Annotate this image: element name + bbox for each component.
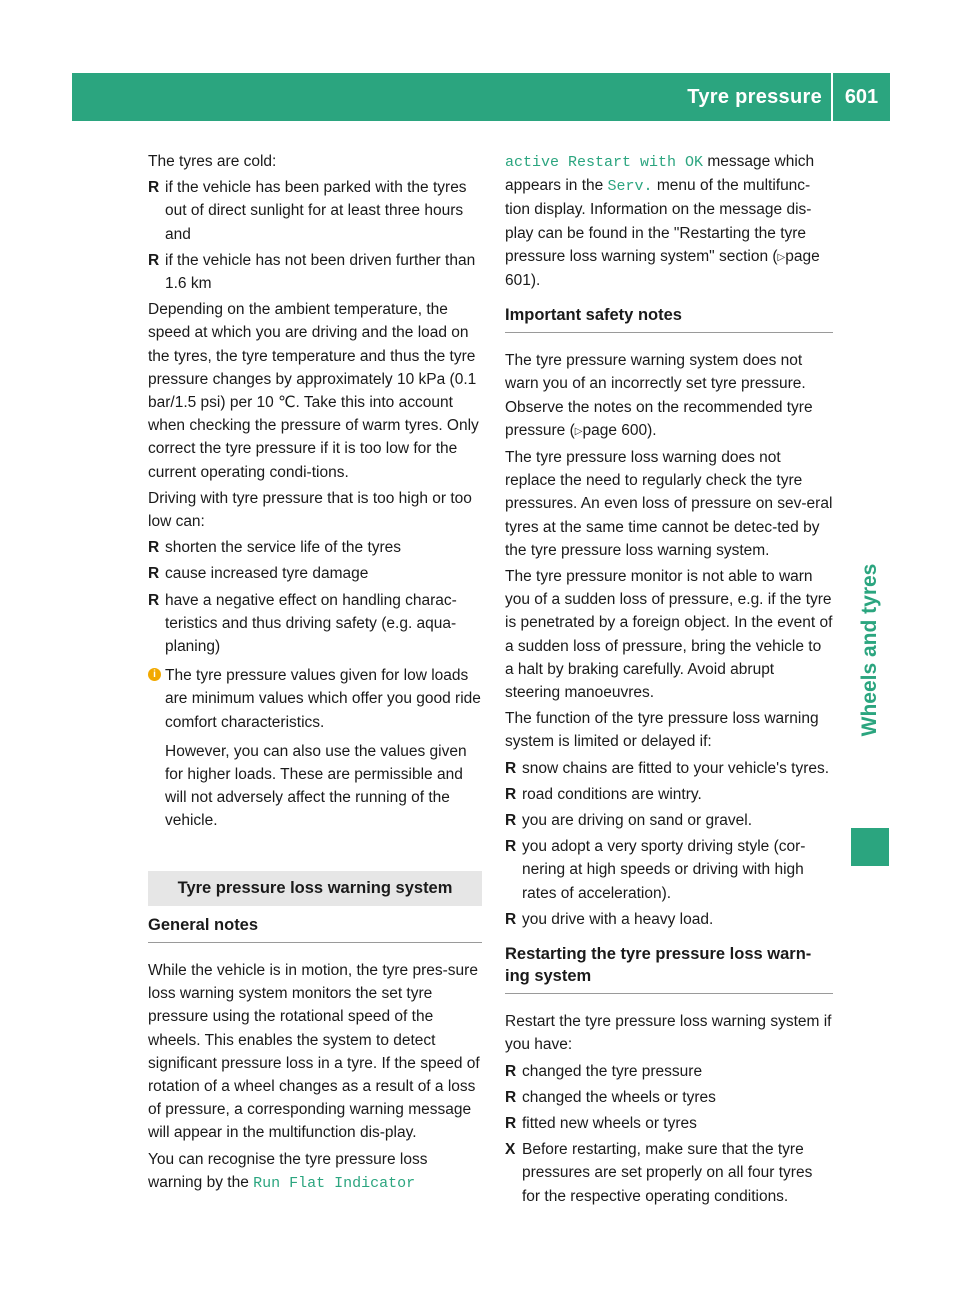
- list-item-text: road conditions are wintry.: [522, 785, 702, 803]
- paragraph: The tyre pressure monitor is not able to warn you of a sudden loss of pressure, e.g. if the tyre is penetrated by a foreign object. In the event of a sudden loss of pressure, bring the vehicle to a halt by braking carefully. Avoid abrupt steering manoeuvres.: [505, 568, 833, 702]
- bullet-icon: R: [505, 1062, 517, 1080]
- page-reference-arrow-icon: ▷: [777, 251, 786, 263]
- info-note: [148, 664, 482, 832]
- list-item: [148, 589, 482, 659]
- bullet-icon: R: [505, 759, 517, 777]
- step-text: Before restarting, make sure that the tyre pressures are set properly on all four tyres for the respective operating conditions.: [522, 1141, 813, 1205]
- chapter-tab-label: Wheels and tyres: [858, 563, 881, 737]
- paragraph: Driving with tyre pressure that is too high or too low can:: [148, 489, 472, 531]
- bullet-icon: R: [505, 838, 517, 856]
- list-item: [148, 536, 482, 559]
- list-item-text: you are driving on sand or gravel.: [522, 812, 753, 830]
- bullet-icon: R: [505, 785, 517, 803]
- list-item-text: changed the wheels or tyres: [522, 1088, 716, 1106]
- list-item: [148, 562, 482, 585]
- note-text: The tyre pressure values given for low loads are minimum values which offer you good ride comfort characteristics.: [165, 667, 481, 731]
- subsection-heading: Restarting the tyre pressure loss warn-ing system: [505, 943, 833, 994]
- bullet-icon: R: [148, 591, 160, 609]
- menu-name: Serv.: [607, 178, 653, 196]
- list-item: [505, 783, 833, 806]
- list-item-text: cause increased tyre damage: [165, 565, 369, 583]
- page-title: Tyre pressure: [687, 86, 822, 108]
- note-text: However, you can also use the values given for higher loads. These are permissible and will not adversely affect the running of the vehicle.: [165, 742, 467, 830]
- paragraph: While the vehicle is in motion, the tyre pres-sure loss warning system monitors the set tyre pressure using the rotational speed of the wheels. This enables the system to detect significant pressure loss in a tyre. If the speed of rotation of a wheel changes as a result of a loss of pressure, a corresponding warning message will appear in the multifunction dis-play.: [148, 961, 480, 1142]
- paragraph-text: message which appears in the: [505, 153, 815, 195]
- paragraph-text: The tyre pressure warning system does not warn you of an incorrectly set tyre pressure. Observe the notes on the recommended tyre pressure (: [505, 352, 813, 439]
- list-item-text: if the vehicle has been parked with the tyres out of direct sunlight for at least three hours and: [165, 179, 467, 243]
- list-item-text: shorten the service life of the tyres: [165, 539, 402, 557]
- subsection-heading: General notes: [148, 914, 482, 943]
- section-heading: Tyre pressure loss warning system: [148, 871, 482, 906]
- bullet-icon: R: [505, 910, 517, 928]
- paragraph: [505, 150, 833, 292]
- step-item: [505, 1138, 833, 1208]
- paragraph: [505, 349, 833, 443]
- list-item: [148, 176, 482, 246]
- page-reference[interactable]: page 601).: [505, 247, 820, 290]
- page-number: 601: [844, 86, 879, 108]
- paragraph: Depending on the ambient temperature, the speed at which you are driving and the load on the tyres, the tyre temperature and thus the tyre pressure changes by approximately 10 kPa (0.1 bar/1.5 psi) per 10 ℃. Take this into account when checking the pressure of warm tyres. Only correct the tyre pressure if it is too low for the current operating condi-tions.: [148, 301, 479, 481]
- chapter-tab: [851, 559, 889, 741]
- list-item-text: if the vehicle has not been driven further than 1.6 km: [165, 251, 476, 293]
- chapter-marker: [851, 828, 889, 866]
- list-item: [505, 1086, 833, 1109]
- list-item: [505, 809, 833, 832]
- bullet-icon: R: [505, 812, 517, 830]
- list-item: [505, 908, 833, 931]
- paragraph: The tyres are cold:: [148, 153, 277, 170]
- bullet-icon: R: [148, 179, 160, 197]
- bullet-icon: R: [148, 565, 160, 583]
- paragraph-text: menu of the multifunc-tion display. Information on the message dis-play can be found in the "Restarting the tyre pressure loss warning system" section (: [505, 177, 812, 265]
- subsection-heading: Important safety notes: [505, 304, 833, 333]
- paragraph: The function of the tyre pressure loss warning system is limited or delayed if:: [505, 710, 819, 751]
- list-item: [505, 1060, 833, 1083]
- list-item-text: have a negative effect on handling charac-teristics and thus driving safety (e.g. aqua-planing): [165, 591, 457, 656]
- paragraph: The tyre pressure loss warning does not replace the need to regularly check the tyre pressures. An even loss of pressure on sev-eral tyres at the same time cannot be detec-ted by the tyre pressure loss warning system.: [505, 449, 833, 559]
- page-reference[interactable]: page 600).: [582, 421, 657, 439]
- paragraph-text: You can recognise the tyre pressure loss warning by the: [148, 1150, 428, 1191]
- right-column: [505, 150, 833, 1208]
- bullet-icon: R: [505, 1114, 517, 1132]
- list-item-text: snow chains are fitted to your vehicle's tyres.: [522, 759, 830, 777]
- list-item-text: you adopt a very sporty driving style (cor-nering at high speeds or driving with high rates of acceleration).: [522, 838, 806, 902]
- list-item: [505, 757, 833, 780]
- info-icon: i: [148, 668, 161, 681]
- bullet-icon: R: [148, 539, 160, 557]
- list-item: [148, 249, 482, 295]
- bullet-icon: R: [148, 251, 160, 269]
- list-item-text: fitted new wheels or tyres: [522, 1114, 697, 1132]
- bullet-icon: R: [505, 1088, 517, 1106]
- display-message: active Restart with OK: [505, 154, 704, 171]
- list-item-text: you drive with a heavy load.: [522, 910, 714, 928]
- paragraph: Restart the tyre pressure loss warning system if you have:: [505, 1013, 832, 1054]
- display-message: Run Flat Indicator: [253, 1174, 416, 1192]
- step-icon: X: [505, 1141, 516, 1159]
- list-item-text: changed the tyre pressure: [522, 1062, 703, 1080]
- list-item: [505, 835, 833, 905]
- page-reference-arrow-icon: ▷: [574, 425, 583, 437]
- paragraph: [148, 1148, 482, 1195]
- list-item: [505, 1112, 833, 1135]
- left-column: [148, 150, 482, 1195]
